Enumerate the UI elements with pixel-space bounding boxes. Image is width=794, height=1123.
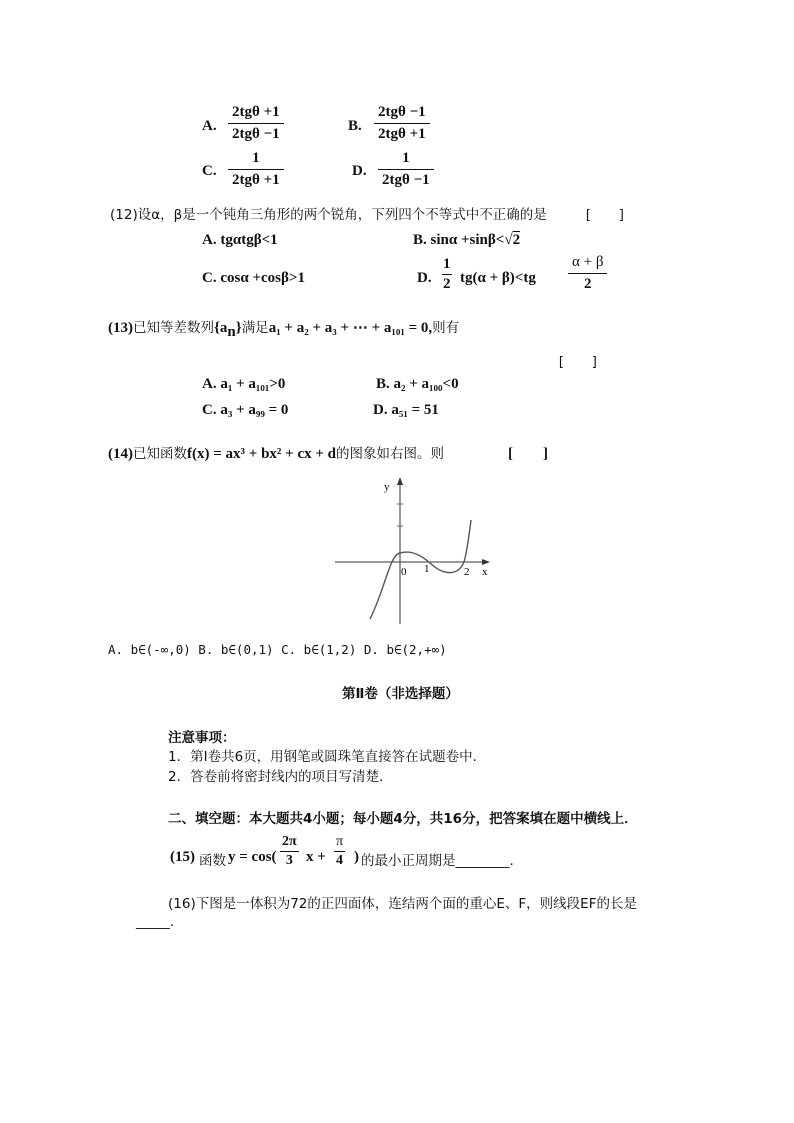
fill-in-section-title: 二、填空题：本大题共4小题；每小题4分，共16分，把答案填在题中横线上． bbox=[168, 811, 638, 827]
q11-c-numerator: 1 bbox=[228, 150, 284, 170]
q13-equation: a₁ + a₂ + a₃ + ⋯ + a₁₀₁ = 0, bbox=[268, 320, 433, 336]
q13-seq-sub: n bbox=[227, 324, 236, 341]
q13-option-c: C. a₃ + a₉₉ = 0 bbox=[202, 402, 289, 418]
cubic-curve bbox=[370, 520, 471, 619]
q12-option-d-middle: tg(α + β)<tg bbox=[460, 270, 536, 286]
q11-d-denominator: 2tgθ −1 bbox=[382, 172, 430, 188]
section-2-title: 第Ⅱ卷（非选择题） bbox=[342, 686, 459, 702]
q11-option-a-fraction bbox=[228, 104, 284, 143]
q11-b-denominator: 2tgθ +1 bbox=[378, 126, 426, 142]
q13-seq: {a bbox=[214, 320, 228, 336]
x-axis-arrow bbox=[482, 559, 490, 565]
q15-f2-numerator: π bbox=[334, 834, 345, 852]
q12-d-angle-denominator: 2 bbox=[583, 276, 592, 292]
q13-option-b: B. a₂ + a₁₀₀<0 bbox=[376, 376, 459, 392]
q12-option-d-fraction-angle bbox=[568, 254, 607, 293]
q13-answer-bracket: [ ] bbox=[557, 355, 599, 370]
q11-a-numerator: 2tgθ +1 bbox=[228, 104, 284, 124]
q15-fraction-pi-4 bbox=[334, 834, 345, 869]
tick-label-2: 2 bbox=[464, 566, 470, 578]
q13-stem-c: 则有 bbox=[432, 320, 460, 336]
q15-number: (15) bbox=[170, 849, 195, 865]
q15-f1-numerator: 2π bbox=[280, 834, 299, 852]
q15-text-b: 的最小正周期是________. bbox=[361, 853, 514, 869]
q12-option-b bbox=[413, 232, 520, 249]
q14-answer-bracket: [ ] bbox=[508, 446, 548, 462]
q14-stem bbox=[108, 442, 444, 463]
q11-option-d-fraction bbox=[378, 150, 434, 189]
x-axis-label: x bbox=[482, 566, 488, 578]
q13-number: (13) bbox=[108, 320, 133, 336]
notice-item-2: 2．答卷前将密封线内的项目写清楚． bbox=[168, 769, 393, 785]
q13-option-a: A. a₁ + a₁₀₁>0 bbox=[202, 376, 286, 392]
y-axis-label: y bbox=[384, 481, 390, 493]
q12-option-b-text: B. sinα +sinβ< bbox=[413, 232, 505, 248]
q11-option-c-label: C. bbox=[202, 163, 217, 179]
q12-option-c: C. cosα +cosβ>1 bbox=[202, 270, 305, 286]
q15-text-a: 函数 bbox=[199, 853, 226, 869]
q11-option-a-label: A. bbox=[202, 118, 217, 134]
q15-f2-denominator: 4 bbox=[336, 853, 344, 868]
notice-title: 注意事项： bbox=[168, 730, 236, 746]
q14-number: (14) bbox=[108, 446, 133, 462]
q12-option-b-radicand: 2 bbox=[512, 232, 521, 248]
q13-seq-end: } bbox=[235, 320, 242, 336]
q11-c-denominator: 2tgθ +1 bbox=[232, 172, 280, 188]
q12-answer-bracket: [ ] bbox=[584, 208, 626, 223]
q16-line-1: (16)下图是一体积为72的正四面体，连结两个面的重心E、F，则线段EF的长是 bbox=[168, 896, 637, 912]
q15-mid: x + bbox=[306, 849, 326, 865]
q15-f1-denominator: 3 bbox=[285, 853, 293, 868]
q14-function: f(x) = ax³ + bx² + cx + d bbox=[187, 446, 337, 462]
q12-d-angle-numerator: α + β bbox=[568, 254, 607, 274]
q11-d-numerator: 1 bbox=[378, 150, 434, 170]
q12-option-d-label: D. bbox=[417, 270, 432, 286]
q12-option-d-fraction-half bbox=[442, 256, 452, 293]
q13-stem bbox=[108, 316, 459, 341]
q14-options: A. b∈(-∞,0) B. b∈(0,1) C. b∈(1,2) D. b∈(2,+∞) bbox=[108, 642, 447, 657]
q13-stem-a: 已知等差数列 bbox=[133, 320, 214, 336]
q12-d-numerator: 1 bbox=[442, 256, 452, 275]
q15-eq-post: ) bbox=[354, 849, 359, 865]
sqrt-symbol: √ bbox=[504, 232, 513, 248]
origin-label: 0 bbox=[401, 566, 407, 578]
y-axis-arrow bbox=[397, 477, 403, 485]
tick-label-1: 1 bbox=[424, 563, 430, 575]
q11-option-b-fraction bbox=[374, 104, 430, 143]
q12-option-a: A. tgαtgβ<1 bbox=[202, 232, 278, 248]
q14-stem-a: 已知函数 bbox=[133, 446, 187, 462]
q14-cubic-graph bbox=[330, 474, 500, 626]
q11-option-c-fraction bbox=[228, 150, 284, 189]
q14-stem-b: 的图象如右图。则 bbox=[336, 446, 445, 462]
q15-fraction-2pi-3 bbox=[280, 834, 299, 869]
q13-stem-b: 满足 bbox=[241, 320, 269, 336]
q11-a-denominator: 2tgθ −1 bbox=[232, 126, 280, 142]
q13-option-d: D. a₅₁ = 51 bbox=[373, 402, 439, 418]
q11-b-numerator: 2tgθ −1 bbox=[374, 104, 430, 124]
q11-option-d-label: D. bbox=[352, 163, 367, 179]
q12-stem: (12)设α，β是一个钝角三角形的两个锐角，下列四个不等式中不正确的是 bbox=[110, 207, 547, 223]
q16-answer-blank: _____. bbox=[136, 914, 175, 930]
q11-option-b-label: B. bbox=[348, 118, 362, 134]
q12-d-denominator: 2 bbox=[443, 276, 451, 292]
notice-item-1: 1．第Ⅰ卷共6页，用钢笔或圆珠笔直接答在试题卷中． bbox=[168, 749, 487, 765]
q15-eq-pre: y = cos( bbox=[228, 849, 277, 865]
